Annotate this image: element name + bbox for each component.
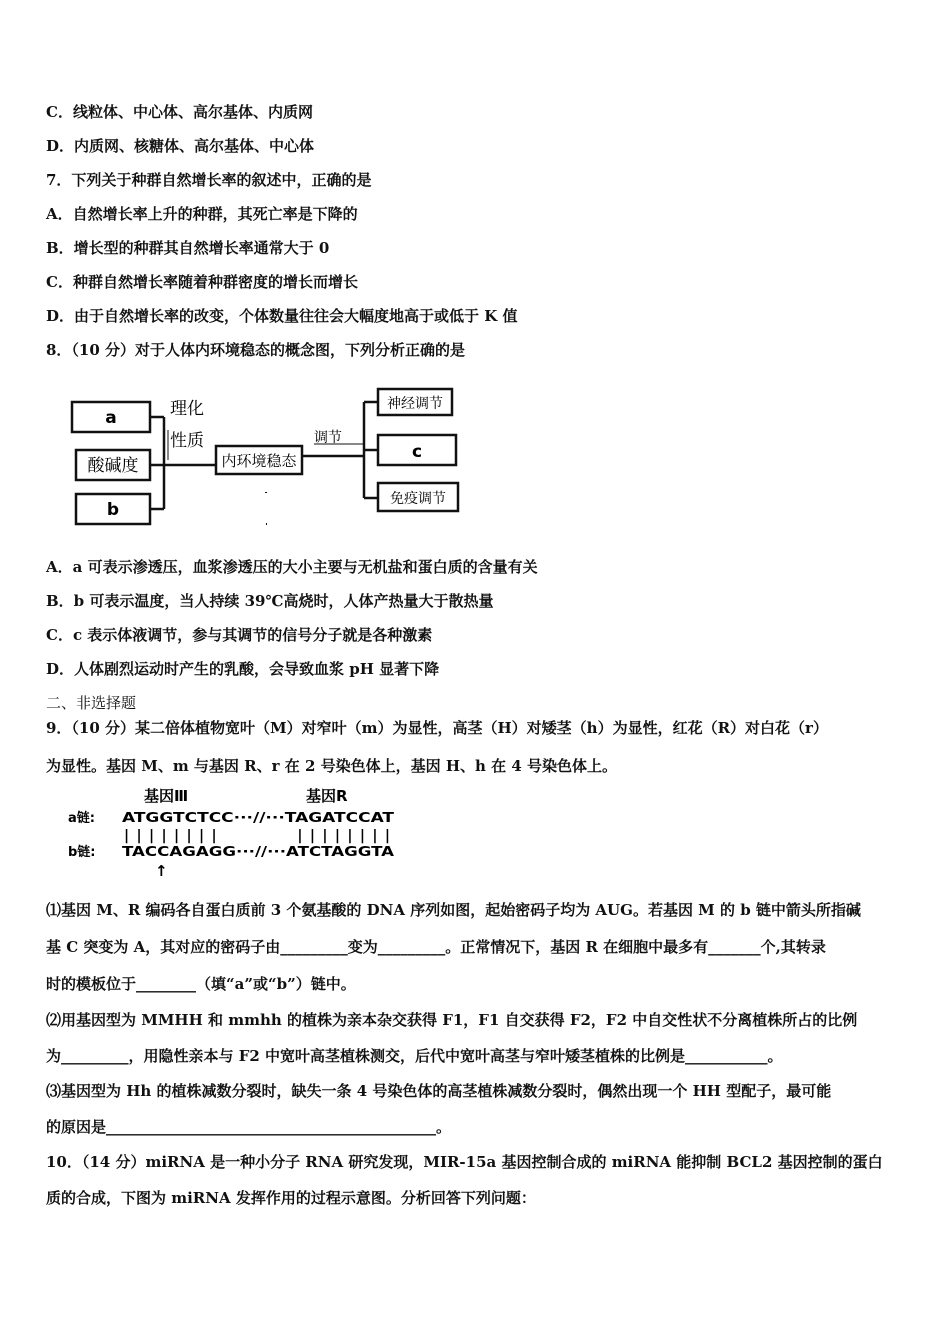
q8-option-d: D．人体剧烈运动时产生的乳酸，会导致血浆 pH 显著下降 xyxy=(46,660,440,678)
q7-option-c: C．种群自然增长率随着种群密度的增长而增长 xyxy=(46,273,358,291)
base-pair-bars: |||||||| |||||||| xyxy=(124,828,390,844)
gene-r-label: 基因R xyxy=(306,787,348,805)
section-heading-nonchoice: 二、非选择题 xyxy=(46,694,137,712)
q9-stem-line2: 为显性。基因 M、m 与基因 R、r 在 2 号染色体上，基因 H、h 在 4 号染色体上。 xyxy=(46,757,618,775)
diagram-box-b: b xyxy=(106,500,120,520)
gene-m-label: 基因Ⅲ xyxy=(144,787,189,805)
b-chain-sequence: TACCAGAGG···//···ATCTAGGTA xyxy=(122,845,394,860)
diagram-center-homeostasis: 内环境稳态 xyxy=(221,452,297,470)
diagram-label-regulate: 调节 xyxy=(314,430,342,446)
q10-stem-line1: 10．（14 分）miRNA 是一种小分子 RNA 研究发现，MIR-15a 基因控制合成的 miRNA 能抑制 BCL2 基因控制的蛋白 xyxy=(46,1153,883,1171)
q9-part1-line2: 基 C 突变为 A，其对应的密码子由_________变为_________。正常情况下，基因 R 在细胞中最多有_______个,其转录 xyxy=(46,938,826,956)
b-chain-label: b链: xyxy=(68,845,96,860)
diagram-box-acidity: 酸碱度 xyxy=(87,456,139,476)
q9-part3-line2: 的原因是____________________________________________。 xyxy=(46,1118,452,1136)
q7-option-b: B．增长型的种群其自然增长率通常大于 0 xyxy=(46,239,330,257)
q9-part1-line1: ⑴基因 M、R 编码各自蛋白质前 3 个氨基酸的 DNA 序列如图，起始密码子均为 AUG。若基因 M 的 b 链中箭头所指碱 xyxy=(46,901,861,919)
diagram-box-a: a xyxy=(105,408,117,428)
q6-option-d: D．内质网、核糖体、高尔基体、中心体 xyxy=(46,137,315,155)
q8-stem: 8．（10 分）对于人体内环境稳态的概念图，下列分析正确的是 xyxy=(46,341,466,359)
q8-option-a: A．a 可表示渗透压，血浆渗透压的大小主要与无机盐和蛋白质的含量有关 xyxy=(46,558,538,576)
q8-option-b: B．b 可表示温度，当人持续 39℃高烧时，人体产热量大于散热量 xyxy=(46,592,494,610)
diagram-box-c: c xyxy=(411,442,423,462)
q10-stem-line2: 质的合成，下图为 miRNA 发挥作用的过程示意图。分析回答下列问题： xyxy=(46,1189,536,1207)
q9-part3-line1: ⑶基因型为 Hh 的植株减数分裂时，缺失一条 4 号染色体的高茎植株减数分裂时，偶然出现一个 HH 型配子，最可能 xyxy=(46,1082,832,1100)
q9-part2-line2: 为_________，用隐性亲本与 F2 中宽叶高茎植株测交，后代中宽叶高茎与窄叶矮茎植株的比例是___________。 xyxy=(46,1047,783,1065)
diagram-label-physchem-1: 理化 xyxy=(170,399,204,419)
homeostasis-concept-diagram xyxy=(66,380,466,530)
dna-sequence-diagram xyxy=(66,786,406,878)
q7-option-d: D．由于自然增长率的改变，个体数量往往会大幅度地高于或低于 K 值 xyxy=(46,307,518,325)
q9-stem-line1: 9．（10 分）某二倍体植物宽叶（M）对窄叶（m）为显性，高茎（H）对矮茎（h）为显性，红花（R）对白花（r） xyxy=(46,719,828,737)
q7-stem: 7．下列关于种群自然增长率的叙述中，正确的是 xyxy=(46,171,372,189)
q6-option-c: C．线粒体、中心体、高尔基体、内质网 xyxy=(46,103,313,121)
a-chain-label: a链: xyxy=(68,811,95,826)
q8-option-c: C．c 表示体液调节，参与其调节的信号分子就是各种激素 xyxy=(46,626,433,644)
a-chain-sequence: ATGGTCTCC···//···TAGATCCAT xyxy=(122,811,395,826)
mutation-arrow: ↑ xyxy=(155,862,168,878)
diagram-label-physchem-2: 性质 xyxy=(170,431,204,451)
q9-part1-line3: 时的模板位于________（填“a”或“b”）链中。 xyxy=(46,975,356,993)
diagram-box-immune: 免疫调节 xyxy=(390,491,446,507)
q9-part2-line1: ⑵用基因型为 MMHH 和 mmhh 的植株为亲本杂交获得 F1，F1 自交获得 F2，F2 中自交性状不分离植株所占的比例 xyxy=(46,1011,858,1029)
diagram-box-neural: 神经调节 xyxy=(387,396,443,412)
q7-option-a: A．自然增长率上升的种群，其死亡率是下降的 xyxy=(46,205,358,223)
